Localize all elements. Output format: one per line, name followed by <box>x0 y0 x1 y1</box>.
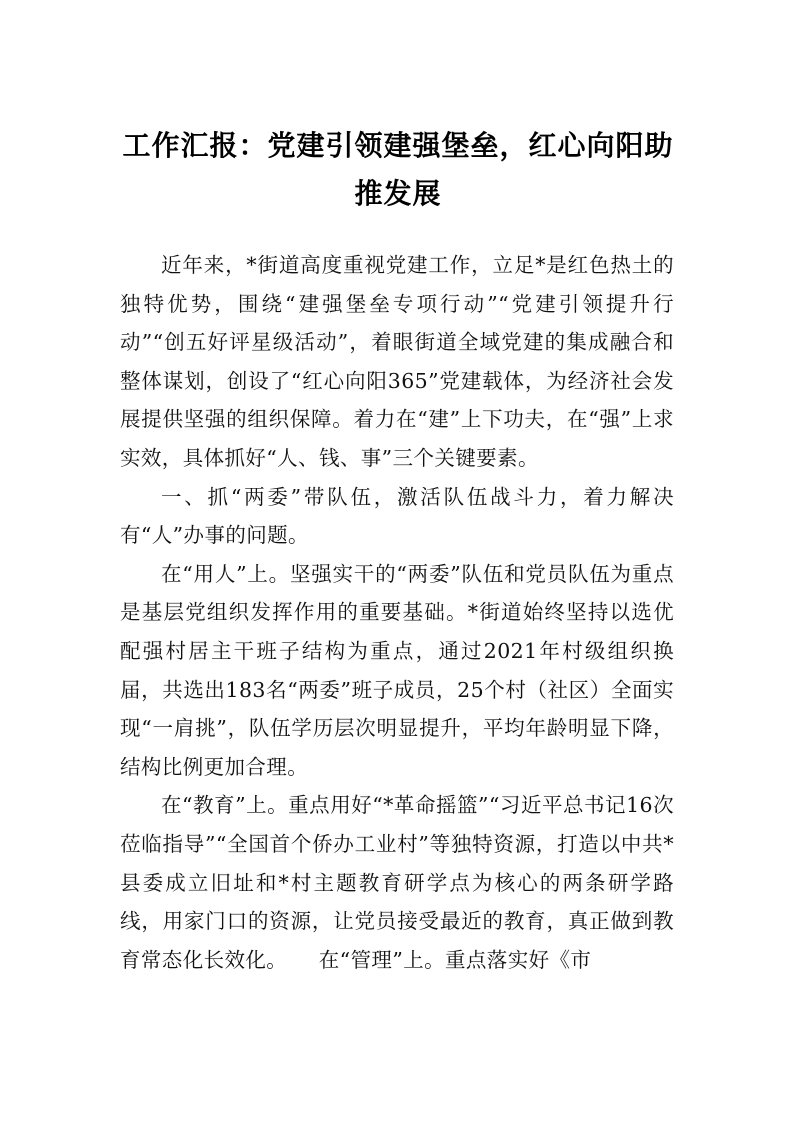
paragraph-education: 在“教育”上。重点用好“*革命摇篮”“习近平总书记16次莅临指导”“全国首个侨办工业村”等独特资源，打造以中共*县委成立旧址和*村主题教育研学点为核心的两条研学路线，用家门口的资源，让党员接受最近的教育，真正做到教育常态化长效化。 在“管理”上。重点落实好《市 <box>120 793 674 972</box>
document-title: 工作汇报：党建引领建强堡垒，红心向阳助推发展 <box>122 129 674 210</box>
paragraph-section-one-heading: 一、抓“两委”带队伍，激活队伍战斗力，着力解决有“人”办事的问题。 <box>120 484 674 548</box>
paragraph-employing-people: 在“用人”上。坚强实干的“两委”队伍和党员队伍为重点是基层党组织发挥作用的重要基础。*街道始终坚持以选优配强村居主干班子结构为重点，通过2021年村级组织换届，共选出183名“两委”班子成员，25个村（社区）全面实现“一肩挑”，队伍学历层次明显提升，平均年龄明显下降，结构比例更加合理。 <box>120 561 674 779</box>
paragraph-intro: 近年来，*街道高度重视党建工作，立足*是红色热土的独特优势，围绕“建强堡垒专项行动”“党建引领提升行动”“创五好评星级活动”，着眼街道全域党建的集成融合和整体谋划，创设了“红心向阳365”党建载体，为经济社会发展提供坚强的组织保障。着力在“建”上下功夫，在“强”上求实效，具体抓好“人、钱、事”三个关键要素。 <box>120 253 674 470</box>
document-body <box>120 246 674 979</box>
